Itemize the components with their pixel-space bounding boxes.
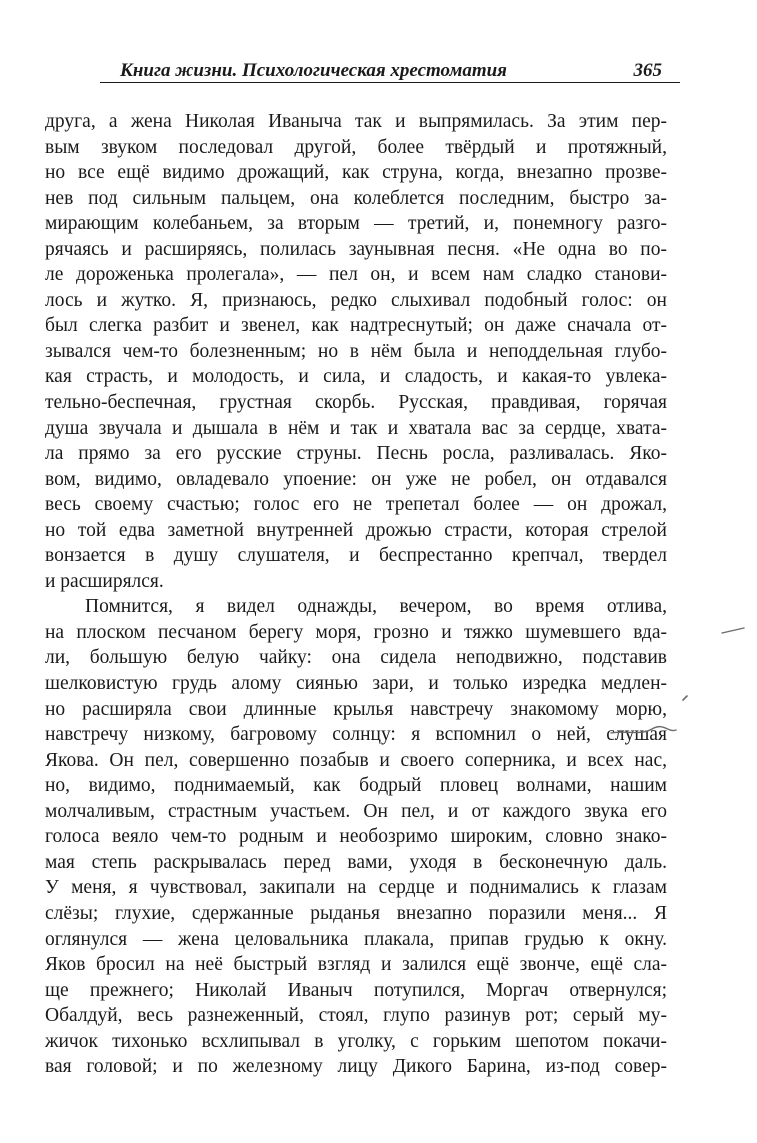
text-line: тельно-беспечная, грустная скорбь. Русская, правдивая, горячая [45, 392, 667, 414]
text-line: мирающим колебаньем, за вторым — третий, и, понемногу разго- [45, 213, 667, 235]
text-line: душа звучала и дышала в нём и так и хватала вас за сердце, хвата- [45, 417, 667, 439]
text-line: весь своему счастью; голос его не трепетал более — он дрожал, [45, 494, 667, 516]
text-line: ще прежнего; Николай Иваныч потупился, Моргач отвернулся; [45, 979, 667, 1001]
running-header [100, 60, 680, 83]
text-line: молчаливым, страстным участьем. Он пел, и от каждого звука его [45, 800, 667, 822]
text-line: Помнится, я видел однажды, вечером, во время отлива, [85, 596, 667, 618]
text-line: Якова. Он пел, совершенно позабыв и своего соперника, и всех нас, [45, 749, 667, 771]
page-number: 365 [633, 60, 662, 81]
text-line: и расширялся. [45, 570, 164, 592]
text-line: Яков бросил на неё быстрый взгляд и залился ещё звонче, ещё сла- [45, 954, 667, 976]
text-line: нев под сильным пальцем, она колеблется последним, быстро за- [45, 187, 667, 209]
text-line: вонзается в душу слушателя, и беспрестанно крепчал, твердел [45, 545, 667, 567]
paragraph-1 [45, 109, 667, 594]
text-line: был слегка разбит и звенел, как надтреснутый; он даже сначала от- [45, 315, 667, 337]
text-line: вым звуком последовал другой, более твёрдый и протяжный, [45, 136, 667, 158]
text-line: но той едва заметной внутренней дрожью страсти, которая стрелой [45, 519, 667, 541]
text-line: навстречу низкому, багровому солнцу: я вспомнил о ней, слушая [45, 724, 667, 746]
text-line: ли, большую белую чайку: она сидела неподвижно, подставив [45, 647, 667, 669]
paragraph-2 [45, 594, 667, 1079]
body-text [45, 109, 667, 1080]
text-line: шелковистую грудь алому сиянью зари, и только изредка медлен- [45, 673, 667, 695]
text-line: зывался чем-то болезненным; но в нём была и неподдельная глубо- [45, 340, 667, 362]
text-line: оглянулся — жена целовальника плакала, припав грудью к окну. [45, 928, 667, 950]
text-line: рячаясь и расширяясь, полилась заунывная песня. «Не одна во по- [45, 238, 667, 260]
text-line: друга, а жена Николая Иваныча так и выпрямилась. За этим пер- [45, 111, 667, 132]
text-line: но расширяла свои длинные крылья навстречу знакомому морю, [45, 698, 667, 720]
text-line: ле дороженька пролегала», — пел он, и всем нам сладко станови- [45, 264, 667, 286]
text-line: но, видимо, поднимаемый, как бодрый пловец волнами, нашим [45, 775, 667, 797]
text-line: вая головой; и по железному лицу Дикого Барина, из-под совер- [45, 1056, 667, 1078]
pencil-margin-stroke [722, 628, 744, 633]
text-line: У меня, я чувствовал, закипали на сердце и поднимались к глазам [45, 877, 667, 899]
text-line: голоса веяло чем-то родным и необозримо широким, словно знако- [45, 826, 667, 848]
text-line: лось и жутко. Я, признаюсь, редко слыхивал подобный голос: он [45, 289, 667, 311]
text-line: ла прямо за его русские струны. Песнь росла, разливалась. Яко- [45, 443, 667, 465]
text-line: на плоском песчаном берегу моря, грозно и тяжко шумевшего вда- [45, 621, 667, 643]
text-line: мая степь раскрывалась перед вами, уходя в бесконечную даль. [45, 851, 667, 873]
running-title: Книга жизни. Психологическая хрестоматия [120, 60, 507, 81]
text-line: слёзы; глухие, сдержанные рыданья внезапно поразили меня... Я [45, 902, 667, 924]
pencil-margin-dot [683, 696, 687, 700]
text-line: но все ещё видимо дрожащий, как струна, когда, внезапно прозве- [45, 162, 667, 184]
text-line: кая страсть, и молодость, и сила, и сладость, и какая-то увлека- [45, 366, 667, 388]
text-line: жичок тихонько всхлипывал в уголку, с горьким шепотом покачи- [45, 1030, 667, 1052]
text-line: вом, видимо, овладевало упоение: он уже не робел, он отдавался [45, 468, 667, 490]
text-line: Обалдуй, весь разнеженный, стоял, глупо разинув рот; серый му- [45, 1005, 667, 1027]
